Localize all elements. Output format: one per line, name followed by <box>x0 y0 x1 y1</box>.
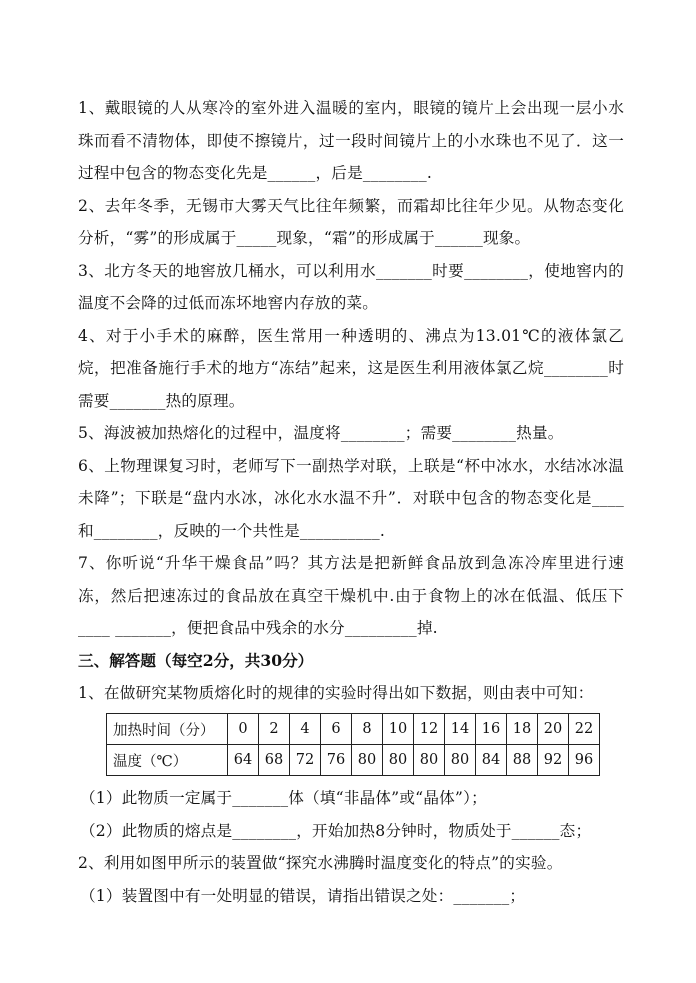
table-cell: 0 <box>228 714 259 745</box>
table-cell: 80 <box>352 745 383 776</box>
table-cell: 8 <box>352 714 383 745</box>
table-cell: 14 <box>445 714 476 745</box>
table-cell: 80 <box>414 745 445 776</box>
melting-data-table <box>106 713 600 776</box>
problem-1-sub-1: （1）此物质一定属于_______体（填“非晶体”或“晶体”）； <box>80 789 487 807</box>
table-cell: 76 <box>321 745 352 776</box>
table-cell: 16 <box>476 714 507 745</box>
table-cell: 80 <box>383 745 414 776</box>
question-2: 2、去年冬季，无锡市大雾天气比往年频繁，而霜却比往年少见。从物态变化分析，“雾”的形成属于_____现象，“霜”的形成属于______现象。 <box>78 196 624 247</box>
table-cell: 92 <box>538 745 569 776</box>
problem-2-sub-1: （1）装置图中有一处明显的错误，请指出错误之处：_______； <box>80 886 526 905</box>
table-cell: 68 <box>259 745 290 776</box>
table-cell: 20 <box>538 714 569 745</box>
table-row-temperature <box>107 745 600 776</box>
table-cell: 64 <box>228 745 259 776</box>
table-cell: 4 <box>290 714 321 745</box>
question-4: 4、对于小手术的麻醉，医生常用一种透明的、沸点为13.01℃的液体氯乙烷，把准备施行手术的地方“冻结”起来，这是医生利用液体氯乙烷________时需要_______热的原理。 <box>78 326 624 410</box>
table-cell: 80 <box>445 745 476 776</box>
question-1: 1、戴眼镜的人从寒冷的室外进入温暖的室内，眼镜的镜片上会出现一层小水珠而看不清物体，即使不擦镜片，过一段时间镜片上的小水珠也不见了．这一过程中包含的物态变化先是______，后是________. <box>78 99 624 182</box>
table-cell: 12 <box>414 714 445 745</box>
table-cell: 2 <box>259 714 290 745</box>
table-row-time <box>107 714 600 745</box>
table-cell: 10 <box>383 714 414 745</box>
table-cell: 6 <box>321 714 352 745</box>
table-cell: 88 <box>507 745 538 776</box>
table-header-temperature: 温度（℃） <box>107 745 228 776</box>
question-6: 6、上物理课复习时，老师写下一副热学对联，上联是“杯中冰水，水结冰冰温未降”；下联是“盘内水冰，冰化水水温不升”．对联中包含的物态变化是____和________，反映的一个共性是__________. <box>78 456 624 540</box>
problem-1-sub-2: （2）此物质的熔点是________，开始加热8分钟时，物质处于______态； <box>80 821 592 840</box>
table-cell: 22 <box>569 714 600 745</box>
section-3-title: 三、解答题（每空2分，共30分） <box>78 650 314 670</box>
question-7: 7、你听说“升华干燥食品”吗？其方法是把新鲜食品放到急冻冷库里进行速冻，然后把速冻过的食品放在真空干燥机中.由于食物上的冰在低温、低压下____ _______，便把食品中残余的水分_________掉. <box>78 554 624 637</box>
table-cell: 96 <box>569 745 600 776</box>
table-cell: 72 <box>290 745 321 776</box>
exam-page <box>78 92 624 912</box>
question-5: 5、海波被加热熔化的过程中，温度将________；需要________热量。 <box>78 424 564 442</box>
question-3: 3、北方冬天的地窖放几桶水，可以利用水_______时要________，使地窖内的温度不会降的过低而冻坏地窖内存放的菜。 <box>78 261 624 312</box>
problem-2-intro: 2、利用如图甲所示的装置做“探究水沸腾时温度变化的特点”的实验。 <box>78 854 563 872</box>
problem-1-intro: 1、在做研究某物质熔化时的规律的实验时得出如下数据，则由表中可知： <box>78 683 594 702</box>
table-cell: 84 <box>476 745 507 776</box>
table-cell: 18 <box>507 714 538 745</box>
table-header-time: 加热时间（分） <box>107 714 228 745</box>
